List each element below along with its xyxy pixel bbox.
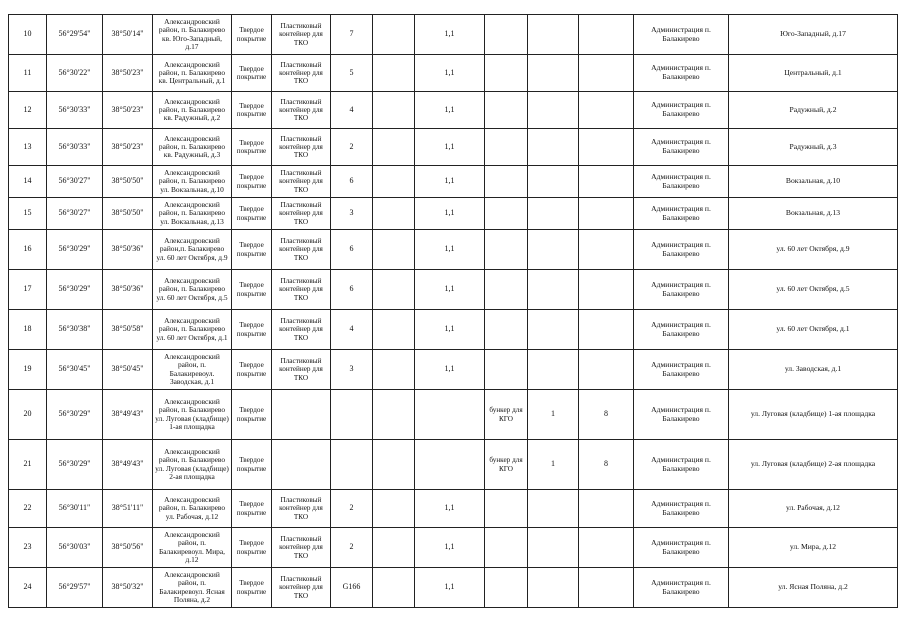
container-count-cell: 6 <box>331 270 373 310</box>
container-count-cell: G166 <box>331 568 373 608</box>
container-count-cell: 2 <box>331 129 373 166</box>
bunker-count-cell: 1 <box>528 440 579 490</box>
blank-cell <box>373 350 415 390</box>
waste-source-cell: ул. 60 лет Октября, д.9 <box>729 230 898 270</box>
waste-source-cell: ул. Рабочая, д.12 <box>729 490 898 528</box>
bunker-count-cell <box>528 568 579 608</box>
table-body <box>9 15 898 608</box>
container-count-cell <box>331 390 373 440</box>
surface-cell: Твердое покрытие <box>232 350 272 390</box>
surface-cell: Твердое покрытие <box>232 230 272 270</box>
bunker-count-cell <box>528 270 579 310</box>
volume-cell: 1,1 <box>415 350 485 390</box>
container-type-cell: Пластиковый контейнер для ТКО <box>272 310 331 350</box>
container-count-cell: 4 <box>331 310 373 350</box>
bunker-volume-cell <box>579 15 634 55</box>
waste-source-cell: ул. 60 лет Октября, д.1 <box>729 310 898 350</box>
address-cell: Александровский район, п. Балакирево ул. 60 лет Октября, д.5 <box>153 270 232 310</box>
waste-source-cell: Юго-Западный, д.17 <box>729 15 898 55</box>
table-row <box>9 568 898 608</box>
volume-cell: 1,1 <box>415 166 485 198</box>
bunker-count-cell <box>528 166 579 198</box>
container-type-cell <box>272 390 331 440</box>
waste-source-cell: Вокзальная, д.13 <box>729 198 898 230</box>
longitude-cell: 38°50'36" <box>103 230 153 270</box>
bunker-count-cell <box>528 350 579 390</box>
volume-cell: 1,1 <box>415 15 485 55</box>
bunker-type-cell: бункер для КГО <box>485 440 528 490</box>
waste-source-cell: Вокзальная, д.10 <box>729 166 898 198</box>
document-sheet <box>8 14 897 608</box>
blank-cell <box>373 166 415 198</box>
surface-cell: Твердое покрытие <box>232 440 272 490</box>
owner-cell: Администрация п. Балакирево <box>634 528 729 568</box>
latitude-cell: 56°30'45" <box>47 350 103 390</box>
surface-cell: Твердое покрытие <box>232 129 272 166</box>
waste-source-cell: Радужный, д.3 <box>729 129 898 166</box>
address-cell: Александровский район, п. Балакирево ул. Вокзальная, д.13 <box>153 198 232 230</box>
container-count-cell: 6 <box>331 166 373 198</box>
container-count-cell: 3 <box>331 350 373 390</box>
bunker-type-cell <box>485 490 528 528</box>
latitude-cell: 56°30'27" <box>47 198 103 230</box>
bunker-volume-cell <box>579 310 634 350</box>
row-number: 21 <box>9 440 47 490</box>
latitude-cell: 56°30'29" <box>47 390 103 440</box>
address-cell: Александровский район, п. Балакирево ул. Рабочая, д.12 <box>153 490 232 528</box>
row-number: 17 <box>9 270 47 310</box>
container-count-cell <box>331 440 373 490</box>
address-cell: Александровский район, п. Балакирево ул. Луговая (кладбище) 2-ая площадка <box>153 440 232 490</box>
bunker-type-cell <box>485 270 528 310</box>
row-number: 16 <box>9 230 47 270</box>
bunker-type-cell <box>485 568 528 608</box>
bunker-volume-cell: 8 <box>579 390 634 440</box>
bunker-count-cell <box>528 198 579 230</box>
container-type-cell: Пластиковый контейнер для ТКО <box>272 166 331 198</box>
longitude-cell: 38°50'14" <box>103 15 153 55</box>
latitude-cell: 56°30'33" <box>47 92 103 129</box>
latitude-cell: 56°30'03" <box>47 528 103 568</box>
longitude-cell: 38°49'43" <box>103 390 153 440</box>
row-number: 15 <box>9 198 47 230</box>
surface-cell: Твердое покрытие <box>232 92 272 129</box>
bunker-type-cell <box>485 230 528 270</box>
container-type-cell: Пластиковый контейнер для ТКО <box>272 92 331 129</box>
table-row <box>9 198 898 230</box>
latitude-cell: 56°30'29" <box>47 230 103 270</box>
bunker-type-cell <box>485 310 528 350</box>
volume-cell: 1,1 <box>415 198 485 230</box>
address-cell: Александровский район,п. Балакирево ул. 60 лет Октября, д.9 <box>153 230 232 270</box>
longitude-cell: 38°50'50" <box>103 166 153 198</box>
bunker-volume-cell <box>579 166 634 198</box>
owner-cell: Администрация п. Балакирево <box>634 568 729 608</box>
container-count-cell: 4 <box>331 92 373 129</box>
longitude-cell: 38°50'45" <box>103 350 153 390</box>
longitude-cell: 38°49'43" <box>103 440 153 490</box>
container-type-cell: Пластиковый контейнер для ТКО <box>272 490 331 528</box>
bunker-volume-cell <box>579 490 634 528</box>
waste-source-cell: ул. Ясная Поляна, д.2 <box>729 568 898 608</box>
table-row <box>9 166 898 198</box>
blank-cell <box>373 490 415 528</box>
surface-cell: Твердое покрытие <box>232 528 272 568</box>
container-count-cell: 2 <box>331 490 373 528</box>
bunker-volume-cell: 8 <box>579 440 634 490</box>
bunker-type-cell: бункер для КГО <box>485 390 528 440</box>
table-row <box>9 528 898 568</box>
longitude-cell: 38°51'11" <box>103 490 153 528</box>
latitude-cell: 56°30'22" <box>47 55 103 92</box>
container-type-cell: Пластиковый контейнер для ТКО <box>272 198 331 230</box>
container-type-cell: Пластиковый контейнер для ТКО <box>272 15 331 55</box>
bunker-volume-cell <box>579 55 634 92</box>
address-cell: Александровский район, п. Балакирево кв. Центральный, д.1 <box>153 55 232 92</box>
blank-cell <box>373 15 415 55</box>
volume-cell: 1,1 <box>415 230 485 270</box>
volume-cell: 1,1 <box>415 55 485 92</box>
owner-cell: Администрация п. Балакирево <box>634 55 729 92</box>
longitude-cell: 38°50'58" <box>103 310 153 350</box>
latitude-cell: 56°29'57" <box>47 568 103 608</box>
surface-cell: Твердое покрытие <box>232 15 272 55</box>
owner-cell: Администрация п. Балакирево <box>634 230 729 270</box>
surface-cell: Твердое покрытие <box>232 198 272 230</box>
bunker-type-cell <box>485 92 528 129</box>
bunker-type-cell <box>485 350 528 390</box>
volume-cell: 1,1 <box>415 270 485 310</box>
bunker-volume-cell <box>579 568 634 608</box>
bunker-volume-cell <box>579 528 634 568</box>
blank-cell <box>373 440 415 490</box>
volume-cell: 1,1 <box>415 92 485 129</box>
blank-cell <box>373 129 415 166</box>
volume-cell: 1,1 <box>415 129 485 166</box>
waste-source-cell: ул. Луговая (кладбище) 1-ая площадка <box>729 390 898 440</box>
bunker-count-cell <box>528 490 579 528</box>
longitude-cell: 38°50'50" <box>103 198 153 230</box>
table-row <box>9 270 898 310</box>
address-cell: Александровский район, п. Балакирево ул. Вокзальная, д.10 <box>153 166 232 198</box>
longitude-cell: 38°50'56" <box>103 528 153 568</box>
bunker-volume-cell <box>579 198 634 230</box>
blank-cell <box>373 55 415 92</box>
bunker-count-cell <box>528 15 579 55</box>
latitude-cell: 56°30'29" <box>47 270 103 310</box>
volume-cell <box>415 440 485 490</box>
surface-cell: Твердое покрытие <box>232 166 272 198</box>
container-type-cell: Пластиковый контейнер для ТКО <box>272 568 331 608</box>
address-cell: Александровский район, п. Балакиревоул. Мира, д.12 <box>153 528 232 568</box>
bunker-count-cell <box>528 55 579 92</box>
table-row <box>9 490 898 528</box>
owner-cell: Администрация п. Балакирево <box>634 92 729 129</box>
surface-cell: Твердое покрытие <box>232 270 272 310</box>
container-type-cell: Пластиковый контейнер для ТКО <box>272 528 331 568</box>
row-number: 24 <box>9 568 47 608</box>
table-row <box>9 15 898 55</box>
bunker-volume-cell <box>579 92 634 129</box>
table-row <box>9 92 898 129</box>
bunker-type-cell <box>485 15 528 55</box>
container-type-cell: Пластиковый контейнер для ТКО <box>272 230 331 270</box>
container-count-cell: 3 <box>331 198 373 230</box>
blank-cell <box>373 230 415 270</box>
latitude-cell: 56°30'11" <box>47 490 103 528</box>
waste-source-cell: Радужный, д.2 <box>729 92 898 129</box>
row-number: 13 <box>9 129 47 166</box>
latitude-cell: 56°30'38" <box>47 310 103 350</box>
volume-cell: 1,1 <box>415 310 485 350</box>
owner-cell: Администрация п. Балакирево <box>634 490 729 528</box>
bunker-volume-cell <box>579 129 634 166</box>
volume-cell: 1,1 <box>415 568 485 608</box>
table-row <box>9 350 898 390</box>
owner-cell: Администрация п. Балакирево <box>634 129 729 166</box>
container-count-cell: 7 <box>331 15 373 55</box>
blank-cell <box>373 568 415 608</box>
bunker-type-cell <box>485 166 528 198</box>
address-cell: Александровский район, п. Балакирево ул. Луговая (кладбище) 1-ая площадка <box>153 390 232 440</box>
row-number: 14 <box>9 166 47 198</box>
address-cell: Александровский район, п. Балакирево кв. Радужный, д.3 <box>153 129 232 166</box>
table-row <box>9 390 898 440</box>
bunker-count-cell <box>528 92 579 129</box>
bunker-count-cell <box>528 528 579 568</box>
bunker-volume-cell <box>579 230 634 270</box>
owner-cell: Администрация п. Балакирево <box>634 166 729 198</box>
table-row <box>9 230 898 270</box>
container-type-cell: Пластиковый контейнер для ТКО <box>272 55 331 92</box>
longitude-cell: 38°50'32" <box>103 568 153 608</box>
blank-cell <box>373 270 415 310</box>
owner-cell: Администрация п. Балакирево <box>634 350 729 390</box>
waste-sites-table <box>8 14 898 608</box>
container-count-cell: 5 <box>331 55 373 92</box>
surface-cell: Твердое покрытие <box>232 490 272 528</box>
longitude-cell: 38°50'23" <box>103 92 153 129</box>
owner-cell: Администрация п. Балакирево <box>634 270 729 310</box>
blank-cell <box>373 390 415 440</box>
owner-cell: Администрация п. Балакирево <box>634 440 729 490</box>
latitude-cell: 56°30'29" <box>47 440 103 490</box>
bunker-type-cell <box>485 55 528 92</box>
waste-source-cell: Центральный, д.1 <box>729 55 898 92</box>
blank-cell <box>373 310 415 350</box>
row-number: 10 <box>9 15 47 55</box>
table-row <box>9 129 898 166</box>
row-number: 18 <box>9 310 47 350</box>
longitude-cell: 38°50'23" <box>103 129 153 166</box>
bunker-count-cell <box>528 230 579 270</box>
blank-cell <box>373 198 415 230</box>
owner-cell: Администрация п. Балакирево <box>634 390 729 440</box>
longitude-cell: 38°50'23" <box>103 55 153 92</box>
bunker-type-cell <box>485 129 528 166</box>
waste-source-cell: ул. Луговая (кладбище) 2-ая площадка <box>729 440 898 490</box>
address-cell: Александровский район, п. Балакирево кв. Юго-Западный, д.17 <box>153 15 232 55</box>
surface-cell: Твердое покрытие <box>232 55 272 92</box>
address-cell: Александровский район, п. Балакирево ул. 60 лет Октября, д.1 <box>153 310 232 350</box>
container-count-cell: 2 <box>331 528 373 568</box>
latitude-cell: 56°30'33" <box>47 129 103 166</box>
owner-cell: Администрация п. Балакирево <box>634 198 729 230</box>
latitude-cell: 56°30'27" <box>47 166 103 198</box>
latitude-cell: 56°29'54" <box>47 15 103 55</box>
bunker-type-cell <box>485 198 528 230</box>
container-type-cell: Пластиковый контейнер для ТКО <box>272 270 331 310</box>
address-cell: Александровский район, п. Балакиревоул. Ясная Поляна, д.2 <box>153 568 232 608</box>
row-number: 12 <box>9 92 47 129</box>
container-type-cell: Пластиковый контейнер для ТКО <box>272 350 331 390</box>
longitude-cell: 38°50'36" <box>103 270 153 310</box>
waste-source-cell: ул. 60 лет Октября, д.5 <box>729 270 898 310</box>
volume-cell <box>415 390 485 440</box>
waste-source-cell: ул. Заводская, д.1 <box>729 350 898 390</box>
owner-cell: Администрация п. Балакирево <box>634 310 729 350</box>
bunker-type-cell <box>485 528 528 568</box>
owner-cell: Администрация п. Балакирево <box>634 15 729 55</box>
row-number: 11 <box>9 55 47 92</box>
bunker-volume-cell <box>579 270 634 310</box>
bunker-count-cell <box>528 129 579 166</box>
row-number: 19 <box>9 350 47 390</box>
table-row <box>9 440 898 490</box>
volume-cell: 1,1 <box>415 528 485 568</box>
row-number: 22 <box>9 490 47 528</box>
volume-cell: 1,1 <box>415 490 485 528</box>
surface-cell: Твердое покрытие <box>232 390 272 440</box>
row-number: 20 <box>9 390 47 440</box>
surface-cell: Твердое покрытие <box>232 310 272 350</box>
bunker-count-cell: 1 <box>528 390 579 440</box>
waste-source-cell: ул. Мира, д.12 <box>729 528 898 568</box>
bunker-volume-cell <box>579 350 634 390</box>
table-row <box>9 55 898 92</box>
address-cell: Александровский район, п. Балакиревоул. Заводская, д.1 <box>153 350 232 390</box>
table-row <box>9 310 898 350</box>
container-type-cell: Пластиковый контейнер для ТКО <box>272 129 331 166</box>
container-type-cell <box>272 440 331 490</box>
blank-cell <box>373 92 415 129</box>
container-count-cell: 6 <box>331 230 373 270</box>
surface-cell: Твердое покрытие <box>232 568 272 608</box>
blank-cell <box>373 528 415 568</box>
row-number: 23 <box>9 528 47 568</box>
address-cell: Александровский район, п. Балакирево кв. Радужный, д.2 <box>153 92 232 129</box>
bunker-count-cell <box>528 310 579 350</box>
